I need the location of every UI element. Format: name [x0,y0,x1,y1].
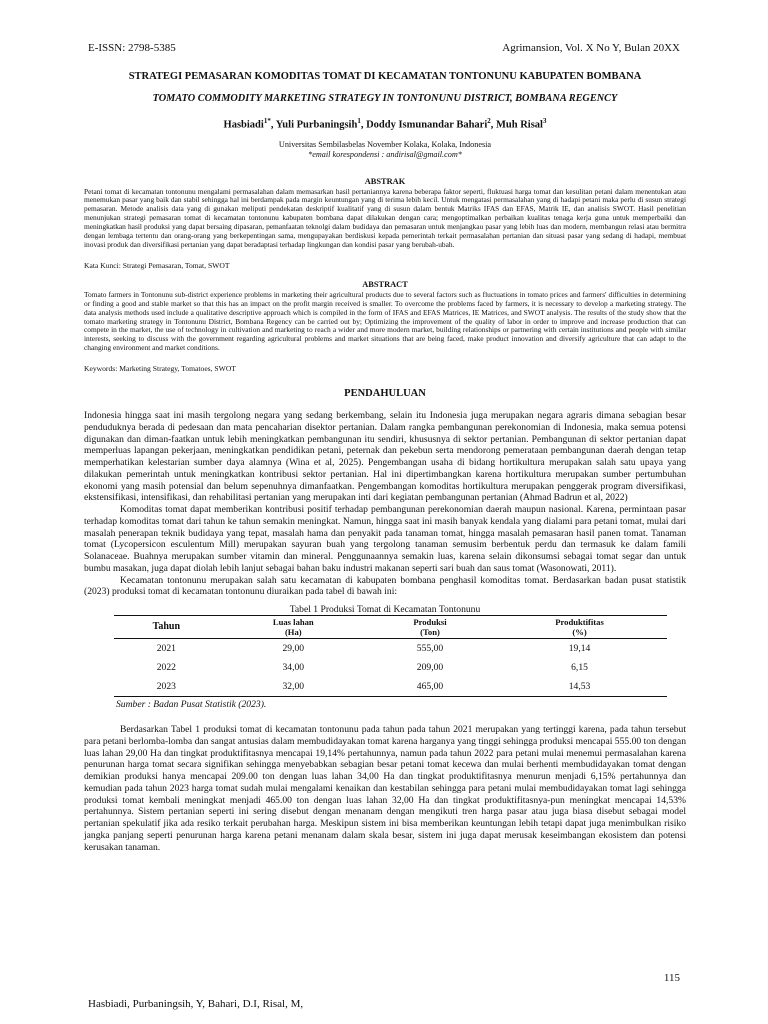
section-heading: PENDAHULUAN [344,388,426,400]
footer-citation: Hasbiadi, Purbaningsih, Y, Bahari, D.I, Risal, M, [88,998,304,1010]
author-affiliation-mark: 2 [487,117,491,125]
header-unit: (%) [572,627,587,638]
author-affiliation-mark: 3 [542,117,547,125]
column-header-tahun [114,616,219,639]
journal-issue-label: Agrimansion, Vol. X No Y, Bulan 20XX [502,42,680,54]
table-cell: 14,53 [568,681,591,693]
header-label: Produksi [413,617,447,628]
header-label: Tahun [152,621,181,633]
production-table [114,615,667,697]
body-paragraph: Berdasarkan Tabel 1 produksi tomat di kecamatan tontonunu pada tahun pada tahun 2021 merupakan yang tertinggi karena, pada tahun tersebut para petani berlomba-lomba dan sangat antusias dalam membudidayakan tomat karena harganya yang tinggi sehingga produksi mencapai 555.00 ton dengan luas lahan 29,00 Ha dan tingkat produktifitasnya mencapai 19,14% pertahunnya, namun pada tahun 2022 para petani mulai menemui permasalahan karena penurunan harga tomat secara signifikan sehingga menyebabkan sebagian besar petani tomat kecewa dan mulai berhenti membudidayakan tomat dengan demikian produksi hanya mencapai 209.00 ton dengan luas lahan 34,00 Ha dan tingkat produktifitasnya menurun menjadi 6,15% pertahunnya dan kemudian pada tahun 2023 harga tomat sudah mulai mengalami kenaikan dan kestabilan sehingga para petani mulai membudidayakan tomat lagi sehingga produksi tomat kembali meningkat menjadi 465.00 ton dengan luas lahan 32,00 Ha dan tingkat produktifitasnya-pun meningkat mencapai 14,53% pertahunnya. Sistem pertanian seperti ini sering disebut dengan menanam dengan mengikuti tren harga pasar atau juga biasa disebut sebagai model pertanian spekulatif jika ada resiko terkait perubahan harga. Meskipun sistem ini bisa memberikan keuntungan lebih tetapi dapat juga menimbulkan risiko jangka panjang seperti penurunan harga karena petani menanam dalam skala besar, sistem ini juga dapat merusak keseimbangan ekosistem dan potensi kerusakan tanaman. [84,724,686,853]
keywords: Keywords: Marketing Strategy, Tomatoes, SWOT [84,364,236,374]
column-header-produktifitas [492,616,667,639]
table-cell: 555,00 [416,643,444,655]
table-header-row [114,616,667,639]
column-header-luas-lahan [219,616,368,639]
body-paragraph: Komoditas tomat dapat memberikan kontribusi positif terhadap pembangunan perekonomian daerah maupun nasional. Karena, permintaan pasar terhadap komoditas tomat dari tahun ke tahun semakin meningkat. Namun, hingga saat ini masih banyak kendala yang dialami para petani tomat, mulai dari masalah penerapan teknik budidaya yang tepat, masalah hama dan penyakit pada tanaman tomat, hingga masalah pemasaran hasil panen tomat. Tanaman tomat (Lycopersicon esculentum Mill) merupakan sayuran buah yang tergolong tanaman semusim berbentuk perdu dan termasuk ke dalam famili Solanaceae. Buahnya merupakan sumber vitamin dan mineral. Penggunaannya semakin luas, karena selain dikonsumsi sebagai tomat segar dan untuk bumbu masakan, juga dapat diolah lebih lanjut sebagai bahan baku industri makanan seperti sari buah dan saus tomat (Wasonowati, 2011). [84,504,686,574]
table-cell: 2023 [156,681,176,693]
table-cell: 29,00 [282,643,305,655]
author-name: Yuli Purbaningsih [275,119,358,131]
author-separator: , [270,119,276,131]
table-source: Sumber : Badan Pusat Statistik (2023). [116,699,267,711]
header-unit: (Ton) [420,627,440,638]
table-row [114,639,667,659]
article-title-indonesian: STRATEGI PEMASARAN KOMODITAS TOMAT DI KECAMATAN TONTONUNU KABUPATEN BOMBANA [128,71,642,82]
author-affiliation-mark: 1* [263,117,271,125]
body-paragraph: Indonesia hingga saat ini masih tergolong negara yang sedang berkembang, selain itu Indonesia juga merupakan negara agraris dimana sebagian besar penduduknya berada di pedesaan dan mata pencaharian disektor pertanian. Dalam rangka pembangunan perekonomian di Indonesia, maka semua potensi digunakan dan diman-faatkan untuk lebih meningkatkan pembangunan itu sendiri, khususnya di sektor pertanian. Pembangunan di sektor pertanian dapat memperluas lapangan pekerjaan, meningkatkan pendidikan petani, peternak dan pekebun serta mendorong pemerataan pembangunan daerah dengan tetap memperhatikan kelestarian sumber daya alamnya (Wina et al, 2025). Pengembangan usaha di bidang hortikultura merupakan salah satu upaya yang dilakukan pemerintah untuk meningkatkan kontribusi sektor pertanian. Hal ini dipertimbangkan karena hortikultura merupakan sumber pertumbuhan ekonomi yang masih potensial dan belum sepenuhnya dimanfaatkan. Pengembangan komoditas hortikultura merupakan penggerak program diversifikasi, ekstensifikasi, intensifikasi, dan rehabilitasi pertanian yang merupakan inti dari kegiatan pembangunan pertanian (Ahmad Badrun et al, 2022) [84,410,686,504]
table-cell: 465,00 [416,681,444,693]
table-cell: 2022 [156,662,176,674]
author-name: Muh Risal [496,119,543,131]
table-cell: 32,00 [282,681,305,693]
abstract-heading: ABSTRACT [362,279,408,289]
author-name: Hasbiadi [223,119,264,131]
abstract-text: Tomato farmers in Tontonunu sub-district experience problems in marketing their agricultural products due to several factors such as fluctuations in tomato prices and farmers' difficulties in determining or finding a good and stable market so that this has an impact on the profit margin received is smaller. To overcome the problems faced by farmers, it is necessary to develop a marketing strategy. The data analysis methods used include a qualitative descriptive approach which is compiled in the form of IFAS and EFAS Matrices, IE Matrices, and SWOT analysis. The results of the study show that the tomato marketing strategy in Tontonunu District, Bombana Regency can be carried out by; Optimizing the improvement of the quality of labor in order to improve and increase production that can compete in the market, the use of technology in cultivation and marketing to reach a wider and more modern market, building relationships or partnering with certain institutions and people with similar interests, seeking to discuss with the government regarding agricultural problems and market situations that are being faced, make product innovation and diversify agriculture that can adapt to the changing environment and market conditions. [84,289,686,353]
author-separator: , [490,119,496,131]
table-row [114,658,667,677]
table-cell: 6,15 [571,662,588,674]
header-label: Luas lahan [272,617,314,628]
table-caption: Tabel 1 Produksi Tomat di Kecamatan Tontonunu [289,604,481,616]
article-title-english: TOMATO COMMODITY MARKETING STRATEGY IN TONTONUNU DISTRICT, BOMBANA REGENCY [152,93,618,104]
affiliation: Universitas Sembilasbelas November Kolaka, Kolaka, Indonesia [278,139,492,149]
author-affiliation-mark: 1 [357,117,361,125]
table-row [114,677,667,697]
table-cell: 209,00 [416,662,444,674]
abstrak-text: Petani tomat di kecamatan tontonunu mengalami permasalahan dalam memasarkan hasil pertaniannya karena beberapa faktor seperti, fluktuasi harga tomat dan kesulitan petani dalam menentukan atau menemukan pasar yang baik dan stabil sehingga hal ini berdampak pada margin keuntungan yang di terima lebih kecil. Untuk mengatasi permasalahan yang di hadapi petani maka perlu di susun strategi pemasaran. Metode analisis data yang di gunakan meliputi pendekatan deskriptif kualitatif yang di susun dalam bentuk Matriks IFAS dan EFAS, Matrik IE, dan analisis SWOT. Hasil penelitian menunjukan strategi pemasaran tomat di kecamatan tontonunu kabupaten bombana dapat dilakukan dengan cara; mengoptimalkan perbaikan kualitas tenaga kerja guna untuk memperbaiki dan meningkatkan hasil produksi yang dapat bersaing dipasaran, pemanfaatan teknolgi dalam budidaya dan pemasaran untuk menjangkau pasar yang lebih luas dan modern, membangun relasi atau bermitra dengan lembaga tertentu dan orang-orang yang berkepentingan sama, mengupayakan berdiskusi kepada pemerintah terkait permasalahan pertanian dan situasi pasar yang sedang di hadapi, membuat inovasi produk dan diversifikasi pertanian yang dapat beradaptasi terhadap lingkungan dan kondisi pasar yang berubah-ubah. [84,186,686,249]
header-unit: (Ha) [284,627,302,638]
abstrak-heading: ABSTRAK [364,176,406,186]
table-cell: 34,00 [282,662,305,674]
column-header-produksi [368,616,492,639]
issn-label: E-ISSN: 2798-5385 [88,42,176,54]
corresponding-email: *email korespondensi : andirisal@gmail.com* [308,149,462,159]
running-header [88,42,680,55]
author-name: Doddy Ismunandar Bahari [366,119,488,131]
body-paragraph: Kecamatan tontonunu merupakan salah satu kecamatan di kabupaten bombana penghasil komoditas tomat. Berdasarkan badan pusat statistik (2023) produksi tomat di kecamatan tontonunu diuraikan pada tabel di bawah ini: [84,574,686,598]
page-number: 115 [663,972,680,984]
header-label: Produktifitas [555,617,604,628]
table-cell: 19,14 [568,643,591,655]
kata-kunci: Kata Kunci: Strategi Pemasaran, Tomat, SWOT [84,260,230,270]
article-content [84,70,686,853]
author-separator: , [360,119,367,131]
table-cell: 2021 [156,643,176,655]
author-list [84,115,686,132]
